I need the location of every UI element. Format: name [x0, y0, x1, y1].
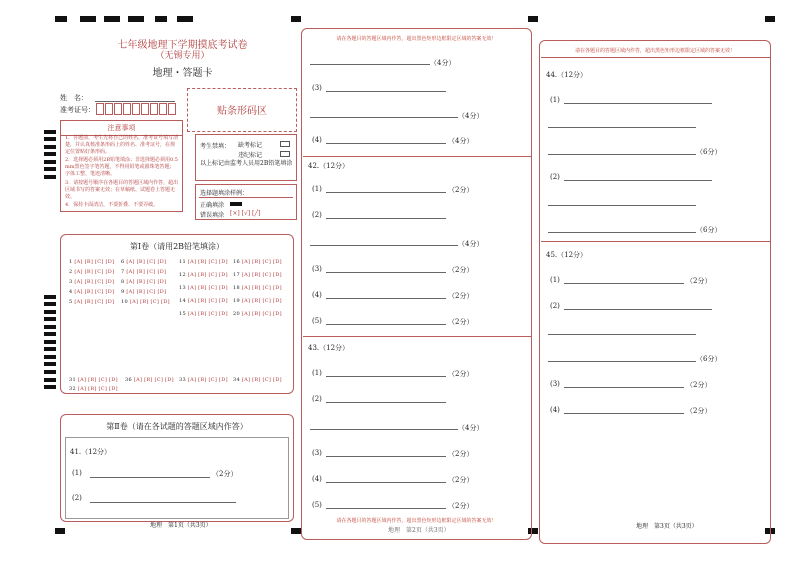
score-label: （4分） — [458, 424, 484, 432]
answer-panel-3 — [539, 40, 771, 544]
score-label: （2分） — [448, 266, 474, 274]
timing-mark — [44, 370, 56, 374]
absent-mark-label: 缺考标记 — [238, 142, 263, 149]
choice-options[interactable]: [A] [B] [C] [D] — [74, 269, 115, 275]
timing-mark — [177, 16, 193, 22]
question-number: 17 — [233, 272, 242, 278]
timing-mark — [528, 16, 538, 22]
question-number: 19 — [233, 298, 242, 304]
choice-options[interactable]: [A] [B] [C] [D] — [187, 377, 228, 383]
timing-mark — [44, 167, 56, 171]
choice-options[interactable]: [A] [B] [C] [D] — [187, 298, 228, 304]
question-number: 3 — [69, 279, 75, 285]
section-1-title: 第Ⅰ卷（请用2B铅笔填涂） — [129, 242, 225, 251]
answer-line[interactable] — [326, 192, 446, 193]
choice-row[interactable] — [233, 298, 282, 304]
correct-fill-sample — [230, 202, 242, 206]
choice-row[interactable] — [69, 269, 114, 275]
timing-mark — [44, 130, 56, 134]
page-footer-3: 地理 第3页（共3页） — [636, 523, 698, 530]
timing-mark — [44, 152, 56, 156]
part-label: (4) — [312, 291, 322, 299]
section-1-box — [60, 234, 294, 394]
question-number: 15 — [179, 311, 188, 317]
timing-mark — [44, 295, 56, 299]
answer-line[interactable] — [548, 361, 696, 362]
score-label: （2分） — [448, 450, 474, 458]
divider — [199, 197, 293, 198]
id-digit-box[interactable] — [123, 103, 131, 115]
choice-row[interactable] — [233, 285, 282, 291]
score-label: （2分） — [448, 476, 474, 484]
answer-line[interactable] — [548, 334, 696, 335]
choice-options[interactable]: [A] [B] [C] [D] — [77, 386, 118, 392]
timing-mark — [44, 355, 56, 359]
answer-line[interactable] — [310, 245, 458, 246]
timing-mark — [44, 302, 56, 306]
score-label: （2分） — [448, 318, 474, 326]
part-label: (1) — [312, 185, 322, 193]
notes-item: 1．答题前，考生先将自己的姓名、准考证号填写清楚，并认真核准条形码上的姓名、准考证号，在规定位置贴好条形码。 — [65, 135, 179, 155]
choice-options[interactable]: [A] [B] [C] [D] — [74, 289, 115, 295]
choice-options[interactable]: [A] [B] [C] [D] — [187, 311, 228, 317]
barcode-area — [187, 88, 297, 132]
timing-mark — [44, 340, 56, 344]
choice-options[interactable]: [A] [B] [C] [D] — [126, 269, 167, 275]
question-number: 32 — [69, 386, 78, 392]
answer-line[interactable] — [326, 482, 446, 483]
question-number: 20 — [233, 311, 242, 317]
choice-row[interactable] — [179, 298, 228, 304]
q43-label: 43.（12分） — [308, 344, 350, 352]
choice-options[interactable]: [A] [B] [C] [D] — [74, 299, 115, 305]
answer-line[interactable] — [564, 413, 684, 414]
choice-row[interactable] — [233, 377, 282, 383]
subject-label: 地理・答题卡 — [152, 68, 213, 79]
choice-row[interactable] — [233, 311, 282, 317]
question-number: 1 — [69, 259, 75, 265]
warning-text-top: 请在各题目的答题区域内作答，超出黑色矩形边框限定区域的答案无效！ — [336, 36, 497, 42]
choice-row[interactable] — [125, 377, 174, 383]
id-digit-box[interactable] — [141, 103, 149, 115]
choice-row[interactable] — [69, 279, 114, 285]
choice-options[interactable]: [A] [B] [C] [D] — [129, 299, 170, 305]
choice-row[interactable] — [121, 279, 166, 285]
status-box — [195, 134, 297, 181]
section-2-box — [60, 414, 294, 522]
choice-row[interactable] — [69, 299, 114, 305]
timing-mark — [44, 317, 56, 321]
choice-options[interactable]: [A] [B] [C] [D] — [241, 285, 282, 291]
id-digit-box[interactable] — [159, 103, 167, 115]
choice-options[interactable]: [A] [B] [C] [D] — [241, 298, 282, 304]
q41-part1-score: （2分） — [212, 470, 238, 478]
part-label: (2) — [312, 395, 322, 403]
answer-panel-2 — [301, 28, 532, 540]
question-number: 12 — [179, 272, 188, 278]
question-number: 14 — [179, 298, 188, 304]
timing-mark — [104, 16, 120, 22]
score-label: （2分） — [448, 186, 474, 194]
part-label: (4) — [550, 406, 560, 414]
choice-options[interactable]: [A] [B] [C] [D] — [77, 377, 118, 383]
choice-row[interactable] — [69, 377, 118, 383]
absent-checkbox[interactable] — [280, 141, 290, 147]
part-label: (3) — [312, 84, 322, 92]
choice-row[interactable] — [179, 259, 228, 265]
answer-line[interactable] — [326, 324, 446, 325]
timing-mark — [44, 362, 56, 366]
section-2-title: 第Ⅱ卷（请在各试题的答题区域内作答） — [106, 422, 248, 431]
part-label: (2) — [550, 173, 560, 181]
timing-mark — [55, 528, 65, 534]
score-label: （4分） — [448, 137, 474, 145]
part-label: (1) — [550, 276, 560, 284]
answer-line[interactable] — [310, 64, 430, 65]
correct-fill-label: 正确填涂 — [200, 202, 225, 209]
name-field[interactable] — [95, 101, 175, 102]
barcode-label: 贴条形码区 — [217, 106, 267, 117]
choice-row[interactable] — [121, 289, 166, 295]
choice-row[interactable] — [69, 386, 118, 392]
id-digit-box[interactable] — [114, 103, 122, 115]
q41-part2-label: (2) — [72, 494, 82, 502]
exam-title: 七年级地理下学期摸底考试卷 — [117, 40, 248, 51]
answer-line[interactable] — [326, 272, 446, 273]
q41-label: 41.（12分） — [70, 448, 112, 456]
fill-example-title: 选择题填涂样例： — [200, 190, 249, 197]
q42-label: 42.（12分） — [308, 162, 350, 170]
score-label: （2分） — [448, 370, 474, 378]
question-number: 33 — [179, 377, 188, 383]
timing-mark — [765, 16, 775, 22]
fill-example-box — [195, 184, 297, 220]
cheat-checkbox[interactable] — [280, 151, 290, 157]
score-label: （4分） — [458, 240, 484, 248]
choice-options[interactable]: [A] [B] [C] [D] — [187, 259, 228, 265]
timing-mark — [291, 16, 301, 22]
divider — [303, 336, 531, 337]
q41-part2-answer-line[interactable] — [90, 502, 236, 503]
exam-subtitle: （无锡专用） — [155, 51, 210, 61]
timing-mark — [44, 347, 56, 351]
question-number: 13 — [179, 285, 188, 291]
question-number: 8 — [121, 279, 127, 285]
question-number: 6 — [121, 259, 127, 265]
part-label: (2) — [312, 211, 322, 219]
choice-options[interactable]: [A] [B] [C] [D] — [74, 259, 115, 265]
q44-label: 44.（12分） — [546, 71, 588, 79]
id-digit-box[interactable] — [105, 103, 113, 115]
timing-mark — [44, 385, 56, 389]
notes-box — [60, 120, 183, 212]
answer-line[interactable] — [326, 218, 446, 219]
choice-options[interactable]: [A] [B] [C] [D] — [133, 377, 174, 383]
part-label: (5) — [312, 317, 322, 325]
part-label: (1) — [550, 96, 560, 104]
q45-label: 45.（12分） — [546, 251, 588, 259]
score-label: （4分） — [430, 59, 456, 67]
question-number: 5 — [69, 299, 75, 305]
answer-line[interactable] — [548, 205, 696, 206]
score-label: （2分） — [686, 277, 712, 285]
score-label: （2分） — [686, 407, 712, 415]
part-label: (1) — [312, 369, 322, 377]
warning-text-top: 请在各题目的答题区域内作答，超出黑色矩形边框限定区域的答案无效！ — [574, 48, 735, 54]
score-label: （6分） — [696, 355, 722, 363]
divider — [541, 57, 770, 58]
q41-answer-area — [65, 437, 289, 519]
choice-options[interactable]: [A] [B] [C] [D] — [241, 311, 282, 317]
part-label: (4) — [312, 136, 322, 144]
name-label: 姓 名： — [60, 94, 88, 102]
notes-item: 2．选择题必须用2B铅笔填涂；非选择题必须用0.5 mm黑色签字笔答题，不得用铅笔或圆珠笔答题；字体工整、笔迹清晰。 — [65, 157, 178, 177]
question-number: 31 — [69, 377, 78, 383]
part-label: (3) — [312, 265, 322, 273]
answer-line[interactable] — [326, 91, 446, 92]
choice-row[interactable] — [121, 299, 170, 305]
question-number: 11 — [179, 259, 188, 265]
id-digit-box[interactable] — [150, 103, 158, 115]
question-number: 18 — [233, 285, 242, 291]
answer-line[interactable] — [564, 180, 712, 181]
choice-row[interactable] — [233, 259, 282, 265]
choice-row[interactable] — [121, 259, 166, 265]
answer-line[interactable] — [326, 508, 446, 509]
score-label: （6分） — [696, 226, 722, 234]
choice-options[interactable]: [A] [B] [C] [D] — [241, 259, 282, 265]
choice-options[interactable]: [A] [B] [C] [D] — [74, 279, 115, 285]
answer-line[interactable] — [310, 429, 458, 430]
choice-row[interactable] — [233, 272, 282, 278]
answer-line[interactable] — [564, 309, 712, 310]
status-label: 考生禁填： — [200, 143, 231, 150]
answer-line[interactable] — [548, 232, 696, 233]
answer-line[interactable] — [564, 103, 712, 104]
choice-options[interactable]: [A] [B] [C] [D] — [241, 272, 282, 278]
timing-mark — [44, 378, 56, 382]
id-digit-box[interactable] — [132, 103, 140, 115]
page-footer-1: 地理 第1页（共3页） — [150, 522, 212, 529]
status-note: 以上标记由监考人员用2B铅笔填涂 — [200, 160, 293, 167]
timing-mark — [55, 16, 67, 22]
question-number: 34 — [233, 377, 242, 383]
timing-mark — [44, 160, 56, 164]
answer-line[interactable] — [564, 283, 684, 284]
question-number: 7 — [121, 269, 127, 275]
part-label: (3) — [550, 380, 560, 388]
timing-mark — [44, 332, 56, 336]
notes-item: 4．保持卡面清洁，不要折叠、不要弄破。 — [65, 202, 159, 208]
choice-row[interactable] — [121, 269, 166, 275]
warning-text-bottom: 请在各题目的答题区域内作答，超出黑色矩形边框限定区域的答案无效！ — [336, 518, 497, 524]
choice-options[interactable]: [A] [B] [C] [D] — [187, 285, 228, 291]
choice-options[interactable]: [A] [B] [C] [D] — [187, 272, 228, 278]
part-label: (4) — [312, 475, 322, 483]
wrong-fill-samples: [×] [√] [╱] — [230, 210, 261, 217]
notes-heading: 注意事项 — [61, 123, 182, 136]
choice-options[interactable]: [A] [B] [C] [D] — [126, 289, 167, 295]
divider — [303, 156, 531, 157]
timing-mark — [155, 16, 167, 22]
answer-line[interactable] — [326, 376, 446, 377]
choice-options[interactable]: [A] [B] [C] [D] — [126, 259, 167, 265]
part-label: (2) — [550, 302, 560, 310]
q41-part1-answer-line[interactable] — [90, 477, 210, 478]
wrong-fill-label: 错误填涂 — [200, 212, 225, 219]
choice-row[interactable] — [69, 289, 114, 295]
timing-mark — [44, 325, 56, 329]
choice-row[interactable] — [179, 377, 228, 383]
question-number: 9 — [121, 289, 127, 295]
timing-mark — [44, 175, 56, 179]
cheat-mark-label: 违纪标记 — [238, 152, 263, 159]
question-number: 4 — [69, 289, 75, 295]
timing-mark — [128, 16, 144, 22]
id-label: 准考证号： — [60, 106, 95, 114]
answer-line[interactable] — [326, 456, 446, 457]
question-number: 10 — [121, 299, 130, 305]
question-number: 2 — [69, 269, 75, 275]
answer-line[interactable] — [326, 298, 446, 299]
answer-line[interactable] — [564, 387, 684, 388]
timing-mark — [44, 145, 56, 149]
answer-line[interactable] — [548, 127, 696, 128]
answer-line[interactable] — [326, 402, 446, 403]
choice-row[interactable] — [179, 272, 228, 278]
divider — [541, 241, 770, 242]
answer-line[interactable] — [310, 117, 458, 118]
timing-mark — [291, 528, 301, 534]
timing-mark — [44, 310, 56, 314]
choice-options[interactable]: [A] [B] [C] [D] — [126, 279, 167, 285]
id-digit-box[interactable] — [96, 103, 104, 115]
score-label: （2分） — [686, 381, 712, 389]
score-label: （2分） — [448, 292, 474, 300]
choice-row[interactable] — [179, 311, 228, 317]
answer-line[interactable] — [326, 143, 446, 144]
q41-part1-label: (1) — [72, 469, 82, 477]
question-number: 16 — [233, 259, 242, 265]
notes-item: 3．请按题号顺序在各题目的答题区域内作答，超出区域书写的答案无效；在草稿纸、试题卷上答题无效。 — [65, 180, 179, 200]
part-label: (3) — [312, 449, 322, 457]
score-label: （4分） — [458, 112, 484, 120]
score-label: （2分） — [448, 502, 474, 510]
answer-line[interactable] — [548, 154, 696, 155]
question-number: 36 — [125, 377, 134, 383]
page-footer-2: 地理 第2页（共3页） — [388, 527, 450, 534]
choice-options[interactable]: [A] [B] [C] [D] — [241, 377, 282, 383]
choice-row[interactable] — [179, 285, 228, 291]
choice-row[interactable] — [69, 259, 114, 265]
timing-mark — [80, 16, 96, 22]
score-label: （6分） — [696, 148, 722, 156]
id-digit-box[interactable] — [168, 103, 176, 115]
part-label: (5) — [312, 501, 322, 509]
timing-mark — [44, 137, 56, 141]
